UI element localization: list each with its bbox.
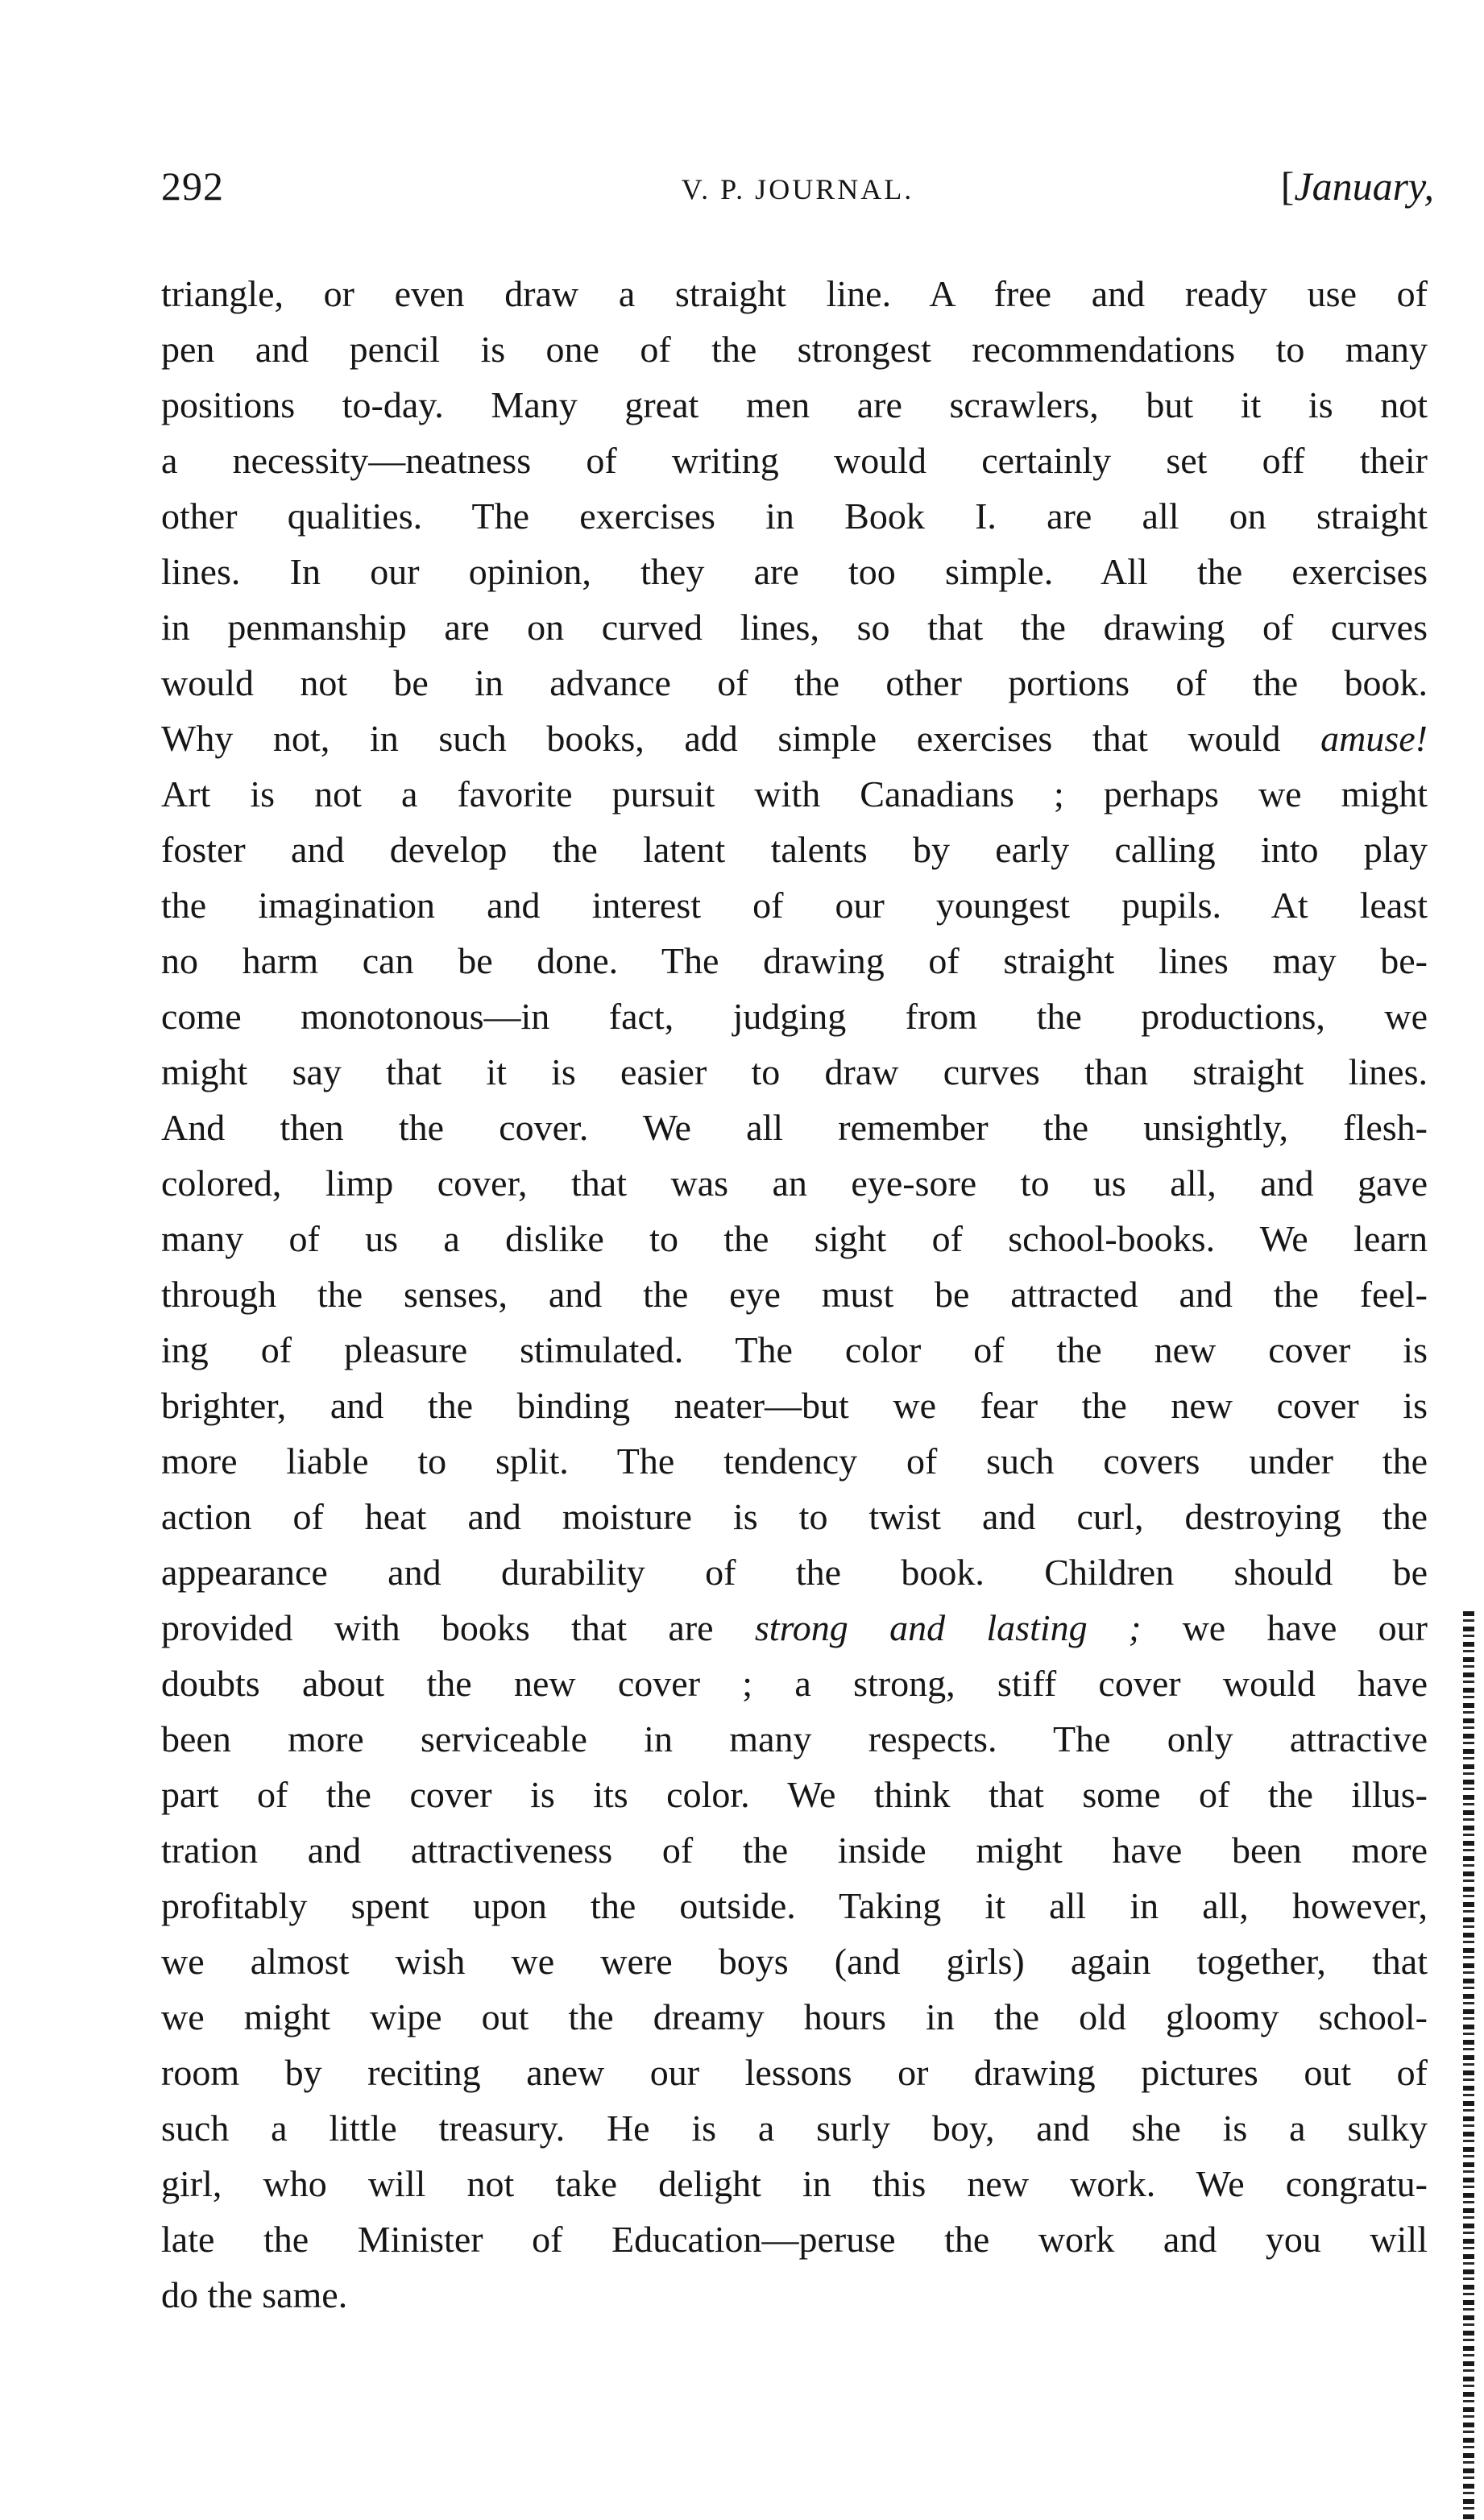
text-line: many of us a dislike to the sight of school-books. We learn [161,1218,1428,1259]
text-segment: provided with books that are [161,1607,755,1648]
page-edge-shadow [1463,1611,1474,2520]
text-line: action of heat and moisture is to twist and curl, destroying the [161,1496,1428,1537]
text-line: ing of pleasure stimulated. The color of the new cover is [161,1329,1428,1370]
text-line: through the senses, and the eye must be attracted and the feel- [161,1274,1428,1315]
text-line: come monotonous—in fact, judging from the productions, we [161,996,1428,1037]
text-line: we might wipe out the dreamy hours in the old gloomy school- [161,1996,1428,2037]
text-line: we almost wish we were boys (and girls) again together, that [161,1941,1428,1982]
running-date-month: January, [1294,164,1434,209]
text-line: lines. In our opinion, they are too simple. All the exercises [161,551,1428,592]
text-line: Art is not a favorite pursuit with Canadians ; perhaps we might [161,773,1428,814]
text-line: been more serviceable in many respects. The only attractive [161,1718,1428,1759]
running-title: V. P. JOURNAL. [681,173,914,205]
text-line: positions to-day. Many great men are scrawlers, but it is not [161,384,1428,425]
text-line: do the same. [161,2274,348,2315]
text-line: might say that it is easier to draw curves than straight lines. [161,1051,1428,1092]
text-line: appearance and durability of the book. Children should be [161,1552,1428,1593]
running-date-bracket: [ [1280,164,1295,209]
text-line: a necessity—neatness of writing would certainly set off their [161,440,1428,481]
text-line: colored, limp cover, that was an eye-sore to us all, and gave [161,1163,1428,1204]
text-line: room by reciting anew our lessons or drawing pictures out of [161,2052,1428,2093]
text-line: pen and pencil is one of the strongest recommendations to many [161,329,1428,370]
text-line: no harm can be done. The drawing of straight lines may be- [161,940,1428,981]
body-text [161,266,1428,2323]
text-line: And then the cover. We all remember the unsightly, flesh- [161,1107,1428,1148]
running-date [1281,163,1434,209]
text-line: would not be in advance of the other portions of the book. [161,662,1428,703]
text-line: profitably spent upon the outside. Taking it all in all, however, [161,1885,1428,1926]
text-line: the imagination and interest of our youngest pupils. At least [161,885,1428,926]
text-line: triangle, or even draw a straight line. A free and ready use of [161,273,1428,314]
text-line: other qualities. The exercises in Book I. are all on straight [161,495,1428,537]
text-line: tration and attractiveness of the inside might have been more [161,1830,1428,1871]
text-segment: Why not, in such books, add simple exercises that would [161,718,1321,759]
italic-segment: strong and lasting ; [754,1607,1142,1648]
text-line [161,1600,1428,1656]
text-line [161,711,1428,766]
text-line: part of the cover is its color. We think that some of the illus- [161,1774,1428,1815]
text-line: girl, who will not take delight in this new work. We congratu- [161,2163,1428,2204]
text-line: foster and develop the latent talents by early calling into play [161,829,1428,870]
italic-segment: amuse! [1320,718,1428,759]
text-line: late the Minister of Education—peruse the work and you will [161,2219,1428,2260]
text-line: more liable to split. The tendency of such covers under the [161,1440,1428,1482]
text-line: in penmanship are on curved lines, so that the drawing of curves [161,607,1428,648]
page-number: 292 [161,164,224,209]
text-segment: we have our [1141,1607,1428,1648]
text-line: such a little treasury. He is a surly boy, and she is a sulky [161,2108,1428,2149]
text-line: brighter, and the binding neater—but we fear the new cover is [161,1385,1428,1426]
text-line: doubts about the new cover ; a strong, stiff cover would have [161,1663,1428,1704]
page-header [161,163,1434,219]
